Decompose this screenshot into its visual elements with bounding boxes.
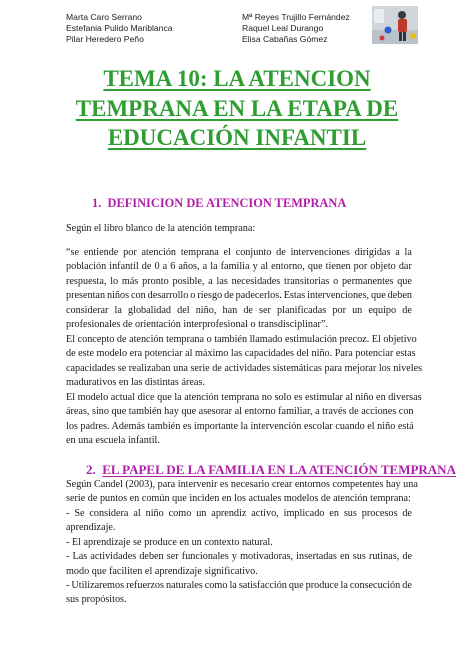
word: del xyxy=(177,304,190,316)
word: niño xyxy=(145,508,164,519)
list-item-line xyxy=(66,550,412,564)
word: como xyxy=(168,508,192,519)
word: intervenciones, xyxy=(307,290,370,302)
word: procesos xyxy=(361,508,398,519)
word: Estas xyxy=(283,290,306,302)
list-item-line xyxy=(66,507,412,521)
word: globalidad xyxy=(128,304,172,316)
text-line: capacidades se realizaban una serie de actividades sistemáticas para mejorar los niveles xyxy=(66,362,423,374)
word: entorno, xyxy=(271,261,305,273)
word: o xyxy=(190,290,196,302)
word: considerar xyxy=(66,304,109,316)
word: un xyxy=(196,508,207,519)
candel-paragraph xyxy=(66,478,418,507)
word: de xyxy=(402,508,412,519)
word: infantil xyxy=(109,261,139,273)
text-line xyxy=(66,275,412,289)
author-name: Pilar Heredero Peño xyxy=(66,33,144,44)
word: de xyxy=(141,261,152,273)
word: sus xyxy=(343,508,357,519)
word: objeto xyxy=(370,261,396,273)
word: considera xyxy=(89,508,129,519)
word: años, xyxy=(178,261,200,273)
word: planificadas xyxy=(277,304,327,316)
text-line: Según Candel (2003), para intervenir es necesario crear entornos competentes hay una xyxy=(66,479,418,490)
word: como xyxy=(204,580,228,592)
word: a xyxy=(208,275,213,287)
section-title: EL PAPEL DE LA FAMILIA EN LA ATENCIÓN TEMPRANA xyxy=(102,462,456,477)
word: de xyxy=(402,551,412,563)
word: en xyxy=(329,508,339,519)
word: presentan xyxy=(66,290,106,302)
header-photo xyxy=(372,6,418,44)
text-line: Según el libro blanco de la atención temprana: xyxy=(66,223,256,234)
list-item-line: - El aprendizaje se produce en un contexto natural. xyxy=(66,536,273,548)
word: de xyxy=(243,304,253,316)
text-line: en una escuela infantil. xyxy=(66,435,160,447)
text-line xyxy=(66,246,412,260)
word: y xyxy=(252,261,258,273)
word: deben xyxy=(387,290,412,302)
section-number: 1. xyxy=(92,196,102,210)
word: transitorias xyxy=(284,275,330,287)
word: desarrollo xyxy=(147,290,189,302)
text-line: madurativos en las distintas áreas. xyxy=(66,377,205,389)
word: funcionales xyxy=(181,551,229,563)
text-line: serie de puntos en común que inciden en los actuales modelos de atención temprana: xyxy=(66,493,411,505)
word: familia xyxy=(220,261,250,273)
page-header xyxy=(0,0,474,56)
word: activo, xyxy=(251,508,279,519)
word: ser xyxy=(166,551,179,563)
word: posible, xyxy=(172,275,205,287)
authors-left xyxy=(66,12,173,44)
word: con xyxy=(130,290,146,302)
word: un xyxy=(352,304,363,316)
section-heading-2 xyxy=(86,462,456,478)
author-name: Estefania Pulido Mariblanca xyxy=(66,22,173,33)
bullet-list xyxy=(66,507,412,608)
word: deben xyxy=(139,551,164,563)
word: que xyxy=(288,580,304,592)
authors-right xyxy=(242,12,350,44)
word: rutinas, xyxy=(368,551,400,563)
word: 6 xyxy=(170,261,176,273)
word: de xyxy=(402,580,412,592)
text-line: profesionales de orientación interprofesional o transdisciplinar”. xyxy=(66,319,328,331)
word: sus xyxy=(352,551,366,563)
word: la xyxy=(229,580,237,592)
word: equipo xyxy=(368,304,397,316)
word: más xyxy=(121,275,139,287)
word: o xyxy=(333,275,339,287)
word: que xyxy=(371,290,386,302)
word: dar xyxy=(398,261,412,273)
word: motivadoras, xyxy=(240,551,294,563)
section-number: 2. xyxy=(86,462,96,477)
word: que xyxy=(307,261,323,273)
word: atención xyxy=(141,247,177,258)
word: a xyxy=(395,247,400,258)
word: de xyxy=(224,290,234,302)
text-line: El concepto de atención temprana o también llamado estimulación precoz. El objetivo xyxy=(66,334,417,345)
section-title: DEFINICION DE ATENCION TEMPRANA xyxy=(107,196,347,210)
word: dirigidas xyxy=(354,247,391,258)
word: produce xyxy=(305,580,339,592)
word: naturales xyxy=(165,580,203,592)
word: de xyxy=(276,247,286,258)
word: niño, xyxy=(195,304,217,316)
list-item-line xyxy=(66,579,412,593)
word: - xyxy=(66,551,70,563)
text-line: los padres. Además también es importante la intervención escolar cuando el niño está xyxy=(66,420,414,432)
text-line: El modelo actual dice que la atención temprana no solo es estimular al niño en diversas xyxy=(66,392,422,403)
word: 0 xyxy=(154,261,160,273)
text-line: de este modelo era potenciar al máximo las capacidades del niño. Para potenciar estas xyxy=(66,348,416,360)
word: riesgo xyxy=(197,290,223,302)
title-line: EDUCACIÓN INFANTIL xyxy=(107,125,367,150)
title-line: TEMPRANA EN LA ETAPA DE xyxy=(75,95,399,121)
word: la xyxy=(340,580,348,592)
word: por xyxy=(353,261,368,273)
word: en xyxy=(340,551,350,563)
word: necesidades xyxy=(231,275,281,287)
list-item-line: sus propósitos. xyxy=(66,594,127,606)
author-name: Mª Reyes Trujillo Fernández xyxy=(242,12,350,22)
author-name: Marta Caro Serrano xyxy=(66,12,142,22)
word: las xyxy=(216,275,228,287)
word: pronto xyxy=(142,275,169,287)
word: “se xyxy=(66,247,80,258)
word: lo xyxy=(110,275,119,287)
document-title xyxy=(40,64,434,153)
word: por xyxy=(123,247,137,258)
word: que xyxy=(397,275,412,287)
concept-paragraph xyxy=(66,333,423,391)
word: Se xyxy=(74,508,85,519)
word: satisfacción xyxy=(238,580,287,592)
quote-paragraph xyxy=(66,246,412,332)
list-item-line: aprendizaje. xyxy=(66,522,116,534)
word: respuesta, xyxy=(66,275,107,287)
word: al xyxy=(133,508,141,519)
word: consecución xyxy=(349,580,401,592)
text-line xyxy=(66,304,412,318)
word: la xyxy=(114,304,122,316)
word: aprendiz xyxy=(211,508,247,519)
author-name: Raquel Leal Durango xyxy=(242,22,324,33)
word: y xyxy=(231,551,237,563)
word: la xyxy=(210,261,218,273)
word: al xyxy=(260,261,269,273)
word: a xyxy=(162,261,168,273)
word: por xyxy=(332,304,346,316)
model-paragraph xyxy=(66,391,422,449)
word: la xyxy=(404,247,412,258)
word: implicado xyxy=(283,508,325,519)
word: - xyxy=(66,508,70,519)
list-item-line: modo que faciliten el aprendizaje significativo. xyxy=(66,565,258,577)
word: ser xyxy=(259,304,271,316)
word: padecerlos. xyxy=(235,290,282,302)
word: el xyxy=(223,247,231,258)
word: de xyxy=(402,304,412,316)
intro-paragraph xyxy=(66,222,412,236)
word: temprana xyxy=(180,247,219,258)
word: permanentes xyxy=(341,275,394,287)
word: refuerzos xyxy=(126,580,164,592)
word: niños xyxy=(106,290,130,302)
section-heading-1 xyxy=(92,196,346,211)
word: actividades xyxy=(90,551,137,563)
word: a xyxy=(202,261,208,273)
word: población xyxy=(66,261,107,273)
author-name: Elisa Cabañas Gómez xyxy=(242,33,328,44)
word: intervenciones xyxy=(290,247,350,258)
word: entiende xyxy=(83,247,119,258)
word: insertadas xyxy=(296,551,337,563)
text-line xyxy=(66,289,412,303)
title-line: TEMA 10: LA ATENCION xyxy=(103,66,371,91)
word: Las xyxy=(72,551,88,563)
text-line xyxy=(66,260,412,274)
text-line: áreas, sino que también hay que asesorar al entorno familiar, a través de acciones con xyxy=(66,406,414,418)
word: tienen xyxy=(325,261,351,273)
word: han xyxy=(222,304,238,316)
word: conjunto xyxy=(235,247,272,258)
word: Utilizaremos xyxy=(71,580,125,592)
word: - xyxy=(66,580,70,592)
